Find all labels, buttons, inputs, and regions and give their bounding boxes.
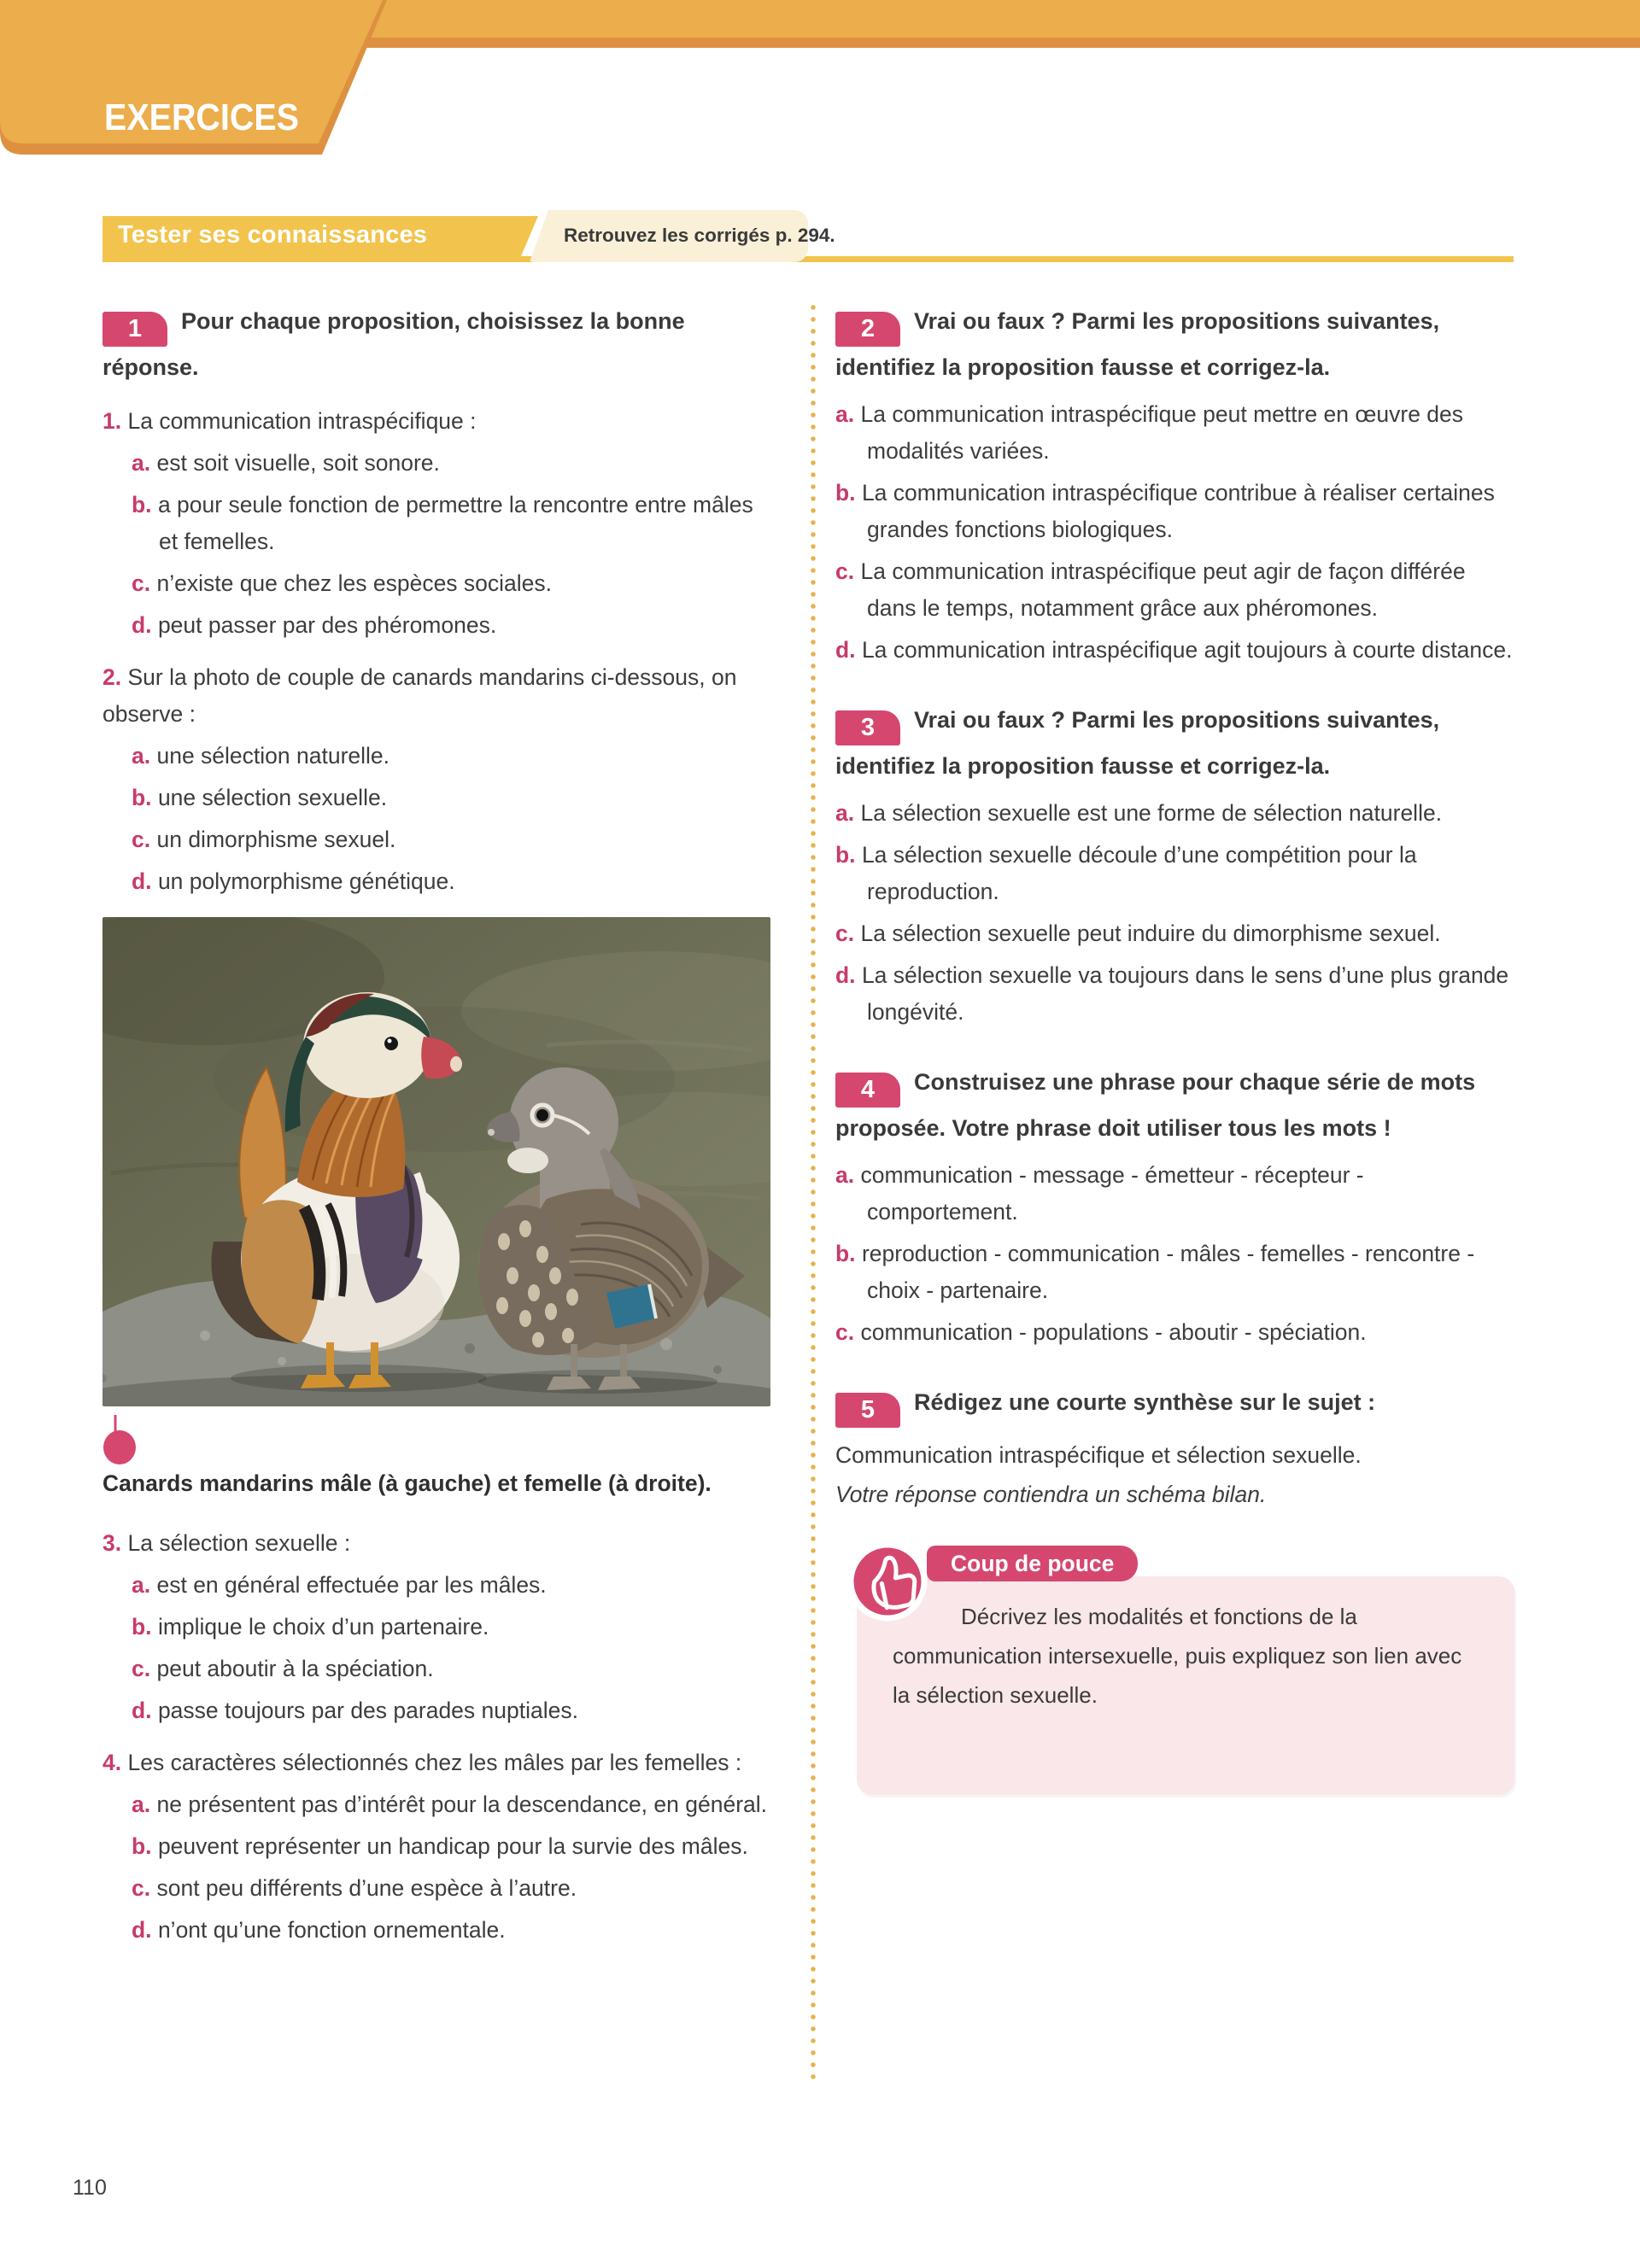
exercise-number-badge: 2 — [835, 312, 900, 347]
coup-line: communication intersexuelle, puis expliquez son lien avec — [893, 1643, 1462, 1669]
option — [132, 821, 770, 858]
coup-de-pouce-text — [857, 1576, 1514, 1737]
option-letter: a. — [835, 800, 855, 826]
option-text: a pour seule fonction de permettre la rencontre entre mâles et femelles. — [157, 492, 753, 554]
exercise-4-title — [835, 1061, 1514, 1149]
figure — [102, 917, 770, 1502]
option — [835, 1236, 1514, 1309]
page-number: 110 — [73, 2176, 107, 2200]
option — [835, 1314, 1514, 1351]
option-letter: c. — [132, 1874, 151, 1901]
option-letter: d. — [132, 1916, 152, 1943]
option-letter: d. — [132, 868, 152, 894]
question-text: La communication intraspécifique : — [127, 408, 477, 434]
section-tab-label: EXERCICES — [104, 96, 299, 138]
option-text: La sélection sexuelle est une forme de sélection naturelle. — [860, 800, 1443, 826]
question-1 — [102, 403, 770, 440]
option — [132, 738, 770, 775]
exercise-5 — [835, 1382, 1514, 1513]
option-text: un polymorphisme génétique. — [157, 868, 455, 894]
option — [835, 957, 1514, 1031]
option-letter: c. — [132, 827, 151, 852]
option-text: est soit visuelle, soit sonore. — [156, 450, 440, 476]
exercise-3 — [835, 699, 1514, 1031]
option — [835, 553, 1514, 627]
left-column — [102, 301, 770, 1949]
caption-text: Canards mandarins mâle (à gauche) et femelle (à droite). — [102, 1470, 712, 1496]
option-text: La sélection sexuelle peut induire du dimorphisme sexuel. — [860, 921, 1441, 946]
option — [132, 1870, 770, 1907]
option-letter: b. — [835, 1241, 856, 1266]
option-letter: c. — [835, 558, 855, 584]
option-letter: b. — [835, 842, 856, 868]
option-letter: a. — [835, 401, 855, 427]
option — [835, 795, 1514, 832]
banner-title: Tester ses connaissances — [118, 221, 428, 248]
option-text: La communication intraspécifique agit toujours à courte distance. — [861, 637, 1513, 663]
exercise-1-title — [102, 301, 770, 388]
question-text: Sur la photo de couple de canards mandarins ci-dessous, on observe : — [102, 664, 737, 727]
exercise-title-text: Rédigez une courte synthèse sur le sujet : — [914, 1389, 1376, 1415]
option — [132, 607, 770, 644]
option-text: La communication intraspécifique peut agir de façon différée dans le temps, notamment grâce aux phéromones. — [860, 558, 1466, 621]
question-number: 2. — [102, 664, 122, 690]
exercise-1 — [102, 301, 770, 1949]
option — [132, 863, 770, 900]
option-letter: b. — [132, 1613, 152, 1640]
option-letter: b. — [132, 785, 152, 810]
option — [132, 1912, 770, 1949]
option-text: est en général effectuée par les mâles. — [156, 1571, 547, 1598]
question-text: La sélection sexuelle : — [127, 1529, 351, 1556]
option — [132, 1692, 770, 1729]
question-3 — [102, 1525, 770, 1562]
exercise-5-title — [835, 1382, 1514, 1428]
exercise-title-text: Vrai ou faux ? Parmi les propositions suivantes, identifiez la proposition fausse et corrigez-la. — [835, 308, 1440, 380]
option — [132, 565, 770, 602]
question-text: Les caractères sélectionnés chez les mâles par les femelles : — [127, 1749, 742, 1775]
question-2 — [102, 659, 770, 733]
figure-caption — [102, 1415, 770, 1502]
exercise-2-title — [835, 301, 1514, 388]
option-text: La sélection sexuelle découle d’une compétition pour la reproduction. — [861, 842, 1417, 904]
option-text: une sélection naturelle. — [156, 743, 390, 769]
coup-line: la sélection sexuelle. — [893, 1682, 1098, 1708]
header-band — [0, 0, 1640, 171]
exercise-number-badge: 1 — [102, 312, 167, 347]
option — [132, 445, 770, 482]
exercise-2 — [835, 301, 1514, 669]
option-letter: d. — [835, 962, 856, 988]
option-letter: b. — [132, 492, 152, 517]
exercise-number-badge: 3 — [835, 710, 900, 745]
coup-de-pouce-box — [857, 1551, 1514, 1795]
option — [132, 1828, 770, 1865]
option-text: La communication intraspécifique peut mettre en œuvre des modalités variées. — [860, 401, 1464, 464]
option-text: un dimorphisme sexuel. — [156, 827, 396, 852]
option-text: peut passer par des phéromones. — [157, 612, 497, 638]
option — [132, 487, 770, 560]
option-text: communication - message - émetteur - récepteur - comportement. — [860, 1162, 1364, 1225]
option — [132, 1786, 770, 1823]
option-text: une sélection sexuelle. — [157, 785, 388, 810]
exercise-4 — [835, 1061, 1514, 1351]
option-text: sont peu différents d’une espèce à l’autre. — [156, 1874, 577, 1901]
mandarin-ducks-photo — [102, 917, 770, 1406]
option-letter: c. — [835, 921, 855, 946]
option-text: peuvent représenter un handicap pour la survie des mâles. — [157, 1833, 748, 1859]
option — [132, 1567, 770, 1604]
option — [835, 632, 1514, 669]
option-letter: d. — [835, 637, 856, 663]
right-column — [835, 301, 1514, 1795]
option-text: reproduction - communication - mâles - femelles - rencontre - choix - partenaire. — [861, 1241, 1475, 1303]
option — [835, 396, 1514, 470]
banner-note: Retrouvez les corrigés p. 294. — [564, 225, 835, 246]
banner-underline — [102, 256, 1514, 262]
option-letter: a. — [835, 1162, 855, 1188]
exercise-5-instruction: Votre réponse contiendra un schéma bilan. — [835, 1482, 1267, 1507]
exercise-title-text: Vrai ou faux ? Parmi les propositions suivantes, identifiez la proposition fausse et corrigez-la. — [835, 707, 1440, 779]
option-text: ne présentent pas d’intérêt pour la descendance, en général. — [156, 1791, 768, 1817]
caption-pin-icon — [102, 1415, 138, 1464]
option — [835, 837, 1514, 910]
option-letter: a. — [132, 450, 151, 476]
option-letter: d. — [132, 1697, 152, 1723]
option-letter: a. — [132, 743, 151, 769]
exercise-number-badge: 5 — [835, 1393, 900, 1428]
exercise-title-text: Pour chaque proposition, choisissez la bonne réponse. — [102, 308, 685, 380]
option — [835, 915, 1514, 952]
question-4 — [102, 1745, 770, 1781]
option-text: communication - populations - aboutir - spéciation. — [860, 1319, 1367, 1345]
option-letter: a. — [132, 1791, 151, 1817]
option-text: La sélection sexuelle va toujours dans le sens d’une plus grande longévité. — [861, 962, 1509, 1025]
option-letter: c. — [132, 1655, 151, 1681]
exercise-3-title — [835, 699, 1514, 786]
option-text: n’ont qu’une fonction ornementale. — [157, 1916, 506, 1943]
option-letter: b. — [835, 480, 856, 506]
option — [132, 1651, 770, 1687]
option-text: implique le choix d’un partenaire. — [157, 1613, 489, 1640]
coup-de-pouce-title: Coup de pouce — [927, 1546, 1138, 1581]
option-text: passe toujours par des parades nuptiales. — [157, 1697, 578, 1723]
option-letter: c. — [132, 570, 151, 596]
question-number: 3. — [102, 1529, 122, 1556]
exercise-number-badge: 4 — [835, 1073, 900, 1108]
option — [835, 475, 1514, 548]
thumbs-up-icon — [846, 1540, 928, 1622]
exercise-title-text: Construisez une phrase pour chaque série de mots proposée. Votre phrase doit utiliser tous les mots ! — [835, 1069, 1476, 1141]
column-divider-dots — [811, 304, 816, 2080]
coup-line: Décrivez les modalités et fonctions de la — [961, 1604, 1357, 1629]
option — [835, 1157, 1514, 1230]
question-number: 4. — [102, 1749, 122, 1775]
option-letter: b. — [132, 1833, 152, 1859]
option-letter: a. — [132, 1571, 151, 1598]
option-letter: c. — [835, 1319, 855, 1345]
option — [132, 780, 770, 816]
option-text: La communication intraspécifique contribue à réaliser certaines grandes fonctions biologiques. — [861, 480, 1495, 542]
exercise-5-subject: Communication intraspécifique et sélection sexuelle. — [835, 1442, 1362, 1468]
option-text: n’existe que chez les espèces sociales. — [156, 570, 553, 596]
option-letter: d. — [132, 612, 152, 638]
option — [132, 1609, 770, 1645]
question-number: 1. — [102, 408, 122, 434]
option-text: peut aboutir à la spéciation. — [156, 1655, 434, 1681]
